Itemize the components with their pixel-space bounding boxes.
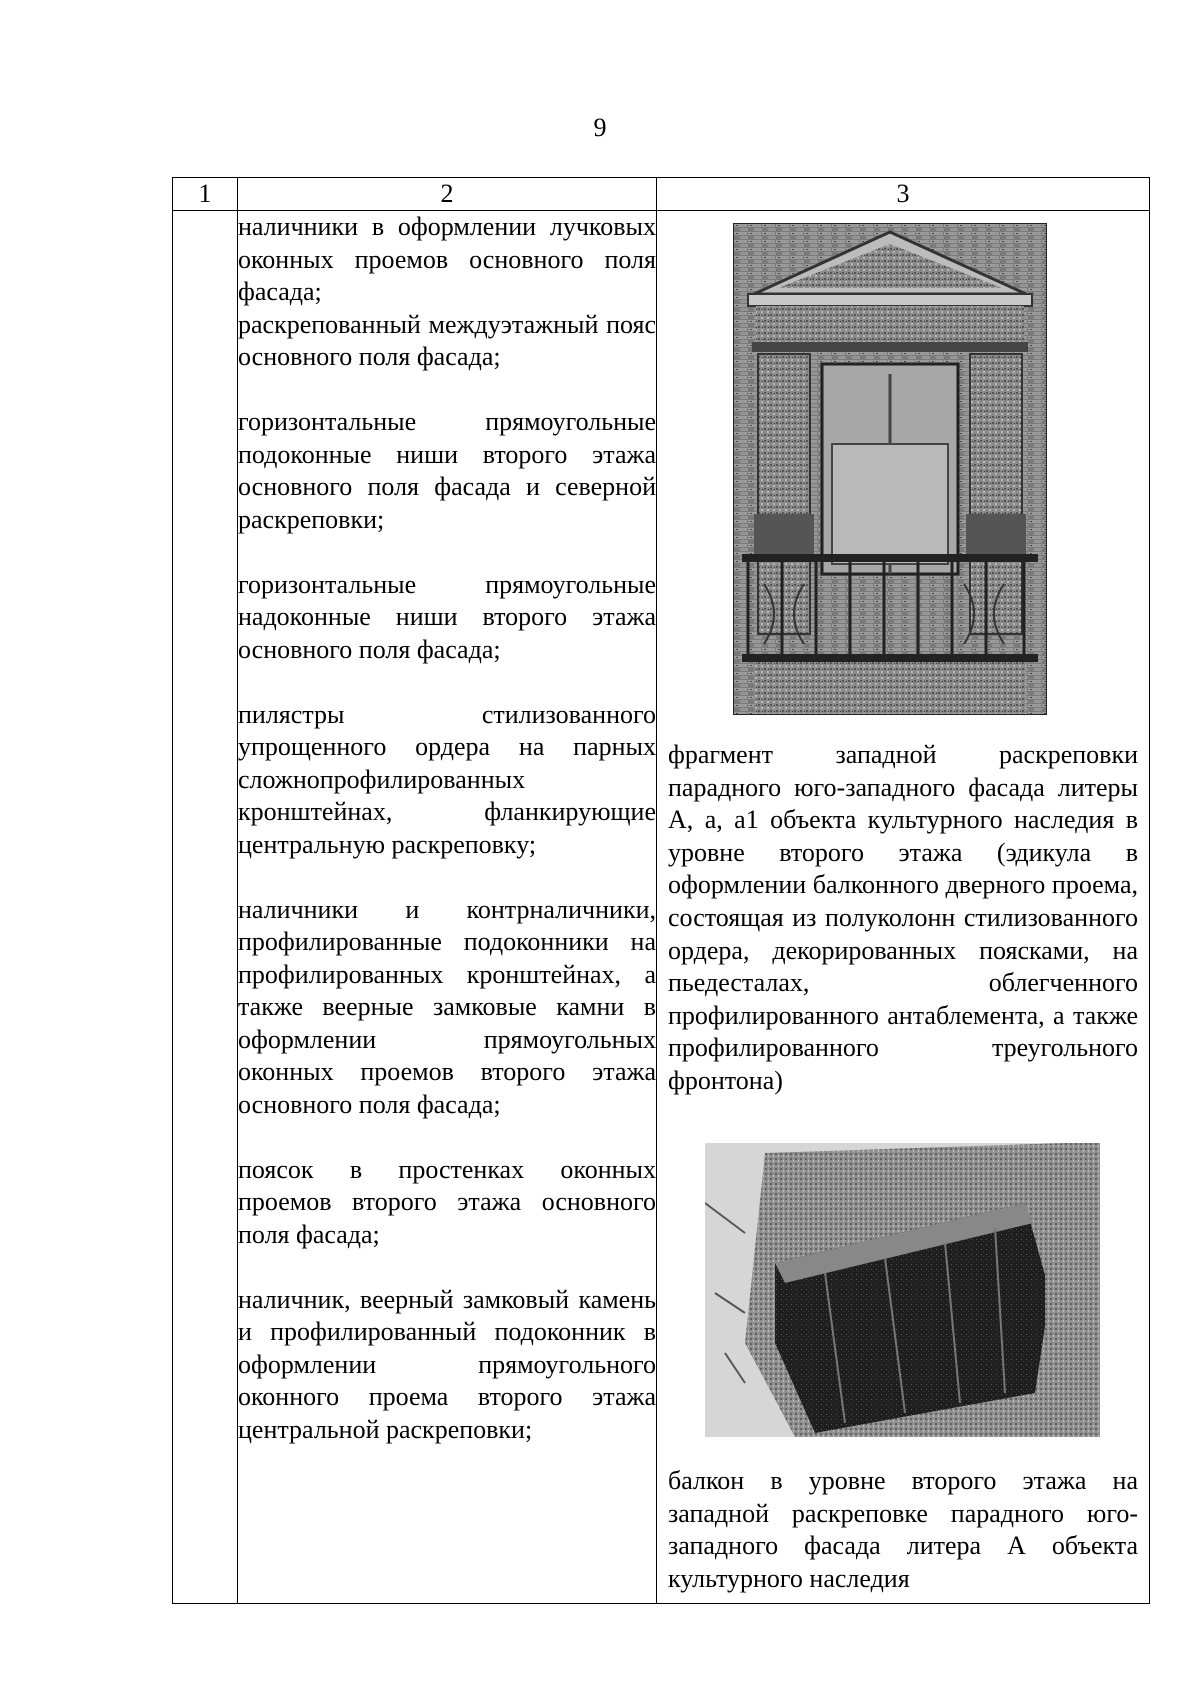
aedicula-photo bbox=[733, 223, 1047, 715]
description-table bbox=[172, 177, 1150, 1604]
cell-photos bbox=[657, 211, 1150, 1604]
table-row bbox=[173, 211, 1150, 1604]
page-number: 9 bbox=[593, 113, 607, 142]
header-col-1: 1 bbox=[173, 178, 238, 211]
cell-col-1 bbox=[173, 211, 238, 1604]
photo-caption: фрагмент западной раскреповки парадного юго-западного фасада литеры А, а, а1 объекта культурного наследия в уровне второго этажа (эдикула в оформлении балконного дверного проема, состоящая из полуколонн стилизованного ордера, декорированных поясками, на пьедесталах, облегченного профилированного антаблемента, а также профилированного треугольного фронтона) bbox=[668, 740, 1138, 1095]
table-header-row bbox=[173, 178, 1150, 211]
list-item: горизонтальные прямоугольные подоконные ниши второго этажа основного поля фасада и северной раскреповки; bbox=[238, 407, 656, 534]
list-item: горизонтальные прямоугольные надоконные ниши второго этажа основного поля фасада; bbox=[238, 569, 656, 664]
cell-elements-list bbox=[238, 211, 657, 1604]
balcony-photo bbox=[705, 1143, 1100, 1437]
header-col-2: 2 bbox=[238, 178, 657, 211]
list-item: наличники и контрналичники, профилированные подоконники на профилированных кронштейнах, а также веерные замковые камни в оформлении прямоугольных оконных проемов второго этажа основного поля фасада; bbox=[238, 894, 656, 1119]
header-col-3: 3 bbox=[657, 178, 1150, 211]
list-item: поясок в простенках оконных проемов второго этажа основного поля фасада; bbox=[238, 1154, 656, 1249]
list-item: наличник, веерный замковый камень и профилированный подоконник в оформлении прямоугольного оконного проема второго этажа центральной раскреповки; bbox=[238, 1284, 656, 1444]
photo-caption: балкон в уровне второго этажа на западной раскреповке парадного юго-западного фасада литера А объекта культурного наследия bbox=[668, 1466, 1138, 1593]
list-item: пилястры стилизованного упрощенного ордера на парных сложнопрофилированных кронштейнах, фланкирующие центральную раскреповку; bbox=[238, 699, 656, 859]
list-item: наличники в оформлении лучковых оконных проемов основного поля фасада; bbox=[238, 212, 656, 306]
list-item: раскрепованный междуэтажный пояс основного поля фасада; bbox=[238, 309, 656, 371]
